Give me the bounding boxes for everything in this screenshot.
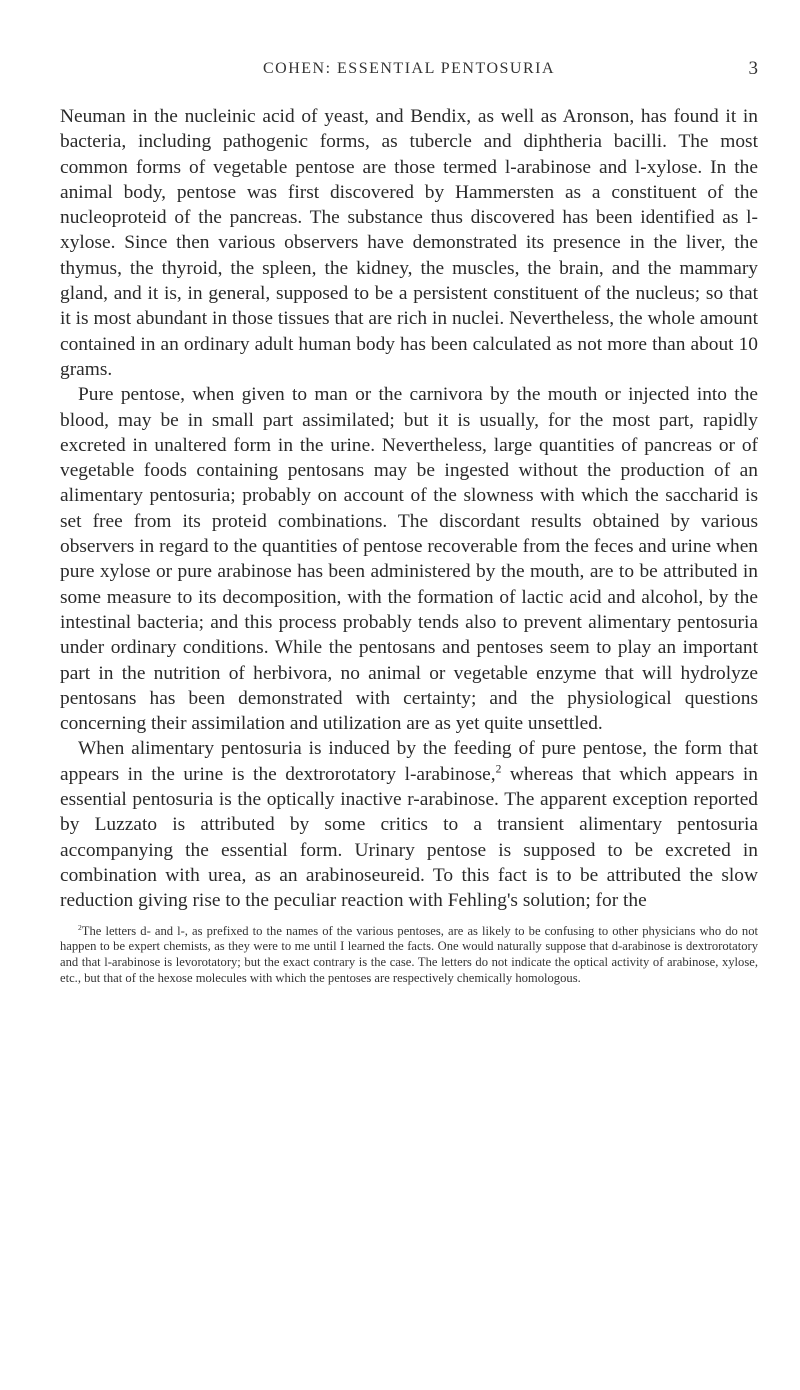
footnote-marker: 2 [78,922,82,932]
footnote-text: The letters d- and l-, as prefixed to the names of the various pentoses, are as likely to be confusing to other physicians who do not happen to be expert chemists, as they were to me until I learned the facts. One would naturally suppose that d-arabinose is dextrorotatory and that l-arabinose is levorotatory; but the exact contrary is the case. The letters do not indicate the optical activity of arabinose, xylose, etc., but that of the hexose molecules with which the pentoses are respectively chemically homologous. [60,923,758,985]
paragraph: Pure pentose, when given to man or the carnivora by the mouth or injected into the blood, may be in small part assimilated; but it is usually, for the most part, rapidly excreted in unaltered form in the urine. Nevertheless, large quantities of pancreas or of vegetable foods containing pentosans may be ingested without the production of an alimentary pentosuria; probably on account of the slowness with which the saccharid is set free from its proteid combinations. The discordant results obtained by various observers in regard to the quantities of pentose recoverable from the feces and urine when pure xylose or pure arabinose has been administered by the mouth, are to be attributed in some measure to its decomposition, with the formation of lactic acid and alcohol, by the intestinal bacteria; and this process probably tends also to prevent alimentary pentosuria under ordinary conditions. While the pentosans and pentoses seem to play an important part in the nutrition of herbivora, no animal or vegetable enzyme that will hydrolyze pentosans has been demonstrated with certainty; and the physiological questions concerning their assimilation and utilization are as yet quite unsettled. [60,384,758,735]
footnote-reference[interactable]: 2 [495,762,502,776]
running-head [60,38,758,78]
paragraph-text: When alimentary pentosuria is induced by the feeding of pure pentose, the form that appears in the urine is the dextrorotatory l-arabinose, [60,738,758,785]
body-text [60,104,758,914]
page-number: 3 [748,58,758,79]
paragraph-text: whereas that which appears in essential pentosuria is the optically inactive r-arabinose. The apparent exception reported by Luzzato is attributed by some critics to a transient alimentary pentosuria accompanying the essential form. Urinary pentose is supposed to be excreted in combination with urea, as an arabinoseureid. To this fact is to be attributed the slow reduction giving rise to the peculiar reaction with Fehling's solution; for the [60,763,758,912]
paragraph [60,736,758,913]
paragraph: Neuman in the nucleinic acid of yeast, and Bendix, as well as Aronson, has found it in bacteria, including pathogenic forms, as tubercle and diphtheria bacilli. The most common forms of vegetable pentose are those termed l-arabinose and l-xylose. In the animal body, pentose was first discovered by Hammersten as a constituent of the nucleoproteid of the pancreas. The substance thus discovered has been identified as l-xylose. Since then various observers have demonstrated its presence in the liver, the thymus, the thyroid, the spleen, the kidney, the muscles, the brain, and the mammary gland, and it is, in general, supposed to be a persistent constituent of the nucleus; so that it is most abundant in those tissues that are rich in nuclei. Nevertheless, the whole amount contained in an ordinary adult human body has been calculated as not more than about 10 grams. [60,106,758,380]
footnote [60,924,758,987]
running-title: COHEN: ESSENTIAL PENTOSURIA [262,60,556,77]
document-page [60,38,758,987]
